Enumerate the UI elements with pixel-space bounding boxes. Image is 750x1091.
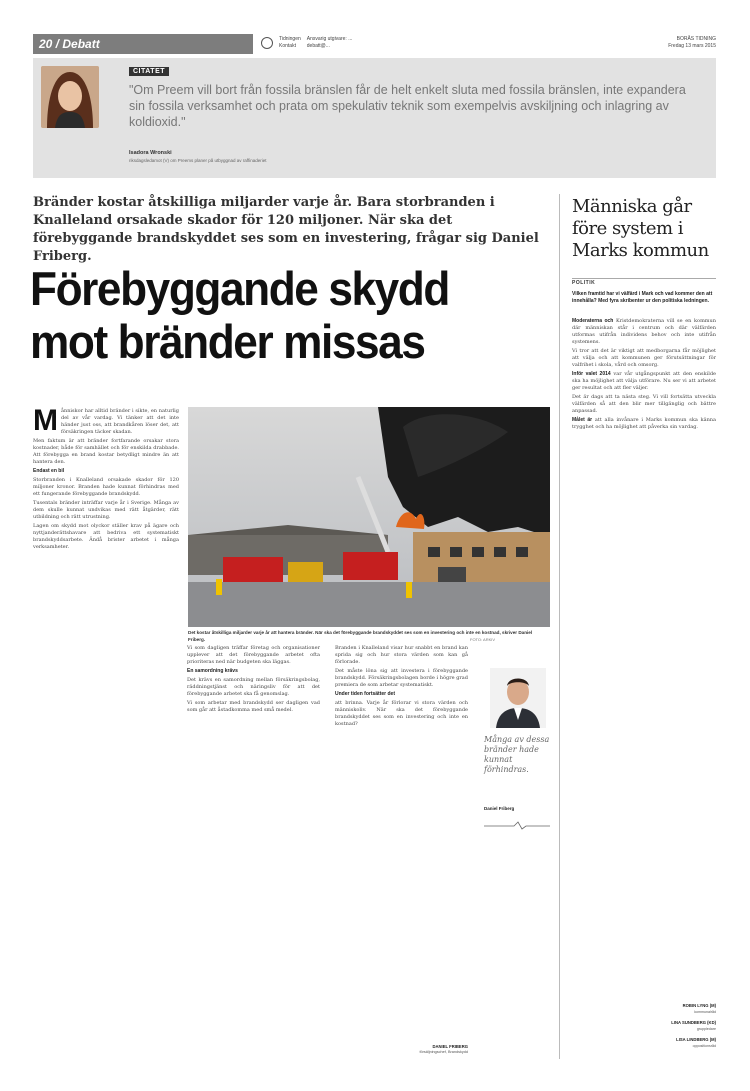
right-signature-3-title: oppositionsråd — [692, 1044, 716, 1048]
right-signature-2: LINA SUNDBERG (KD) — [671, 1020, 716, 1025]
article-headline: Förebyggande skydd mot bränder missas — [30, 262, 449, 368]
article-column-1 — [33, 404, 179, 553]
byline-author-photo — [490, 668, 546, 728]
right-article-ingress: Vilken framtid har vi välfärd i Mark och vad kommer den att innehålla? Med fyra skribenter ur den politiska ledningen. — [572, 291, 713, 304]
masthead-info — [261, 36, 561, 52]
quote-box — [33, 58, 716, 178]
byline-quote: Många av dessa bränder hade kunnat förhindras. — [484, 735, 550, 774]
article-signature: DANIEL FRIBERG — [432, 1044, 468, 1049]
newspaper-logo-icon — [261, 37, 273, 49]
page-header — [33, 34, 716, 54]
paper-date — [626, 36, 716, 50]
subheading: Målet är — [572, 417, 593, 423]
subheading: Inför valet 2014 — [572, 371, 611, 377]
subheading: Endast en bil — [33, 468, 65, 474]
article-signature-title: försäljningschef, Brandskydd — [419, 1050, 468, 1054]
article-column-3 — [335, 645, 468, 730]
right-signature-1-title: kommunalråd — [694, 1010, 716, 1014]
article-column-2 — [187, 645, 320, 716]
paragraph: Branden i Knalleland visar hur snabbt en brand kan sprida sig och hur stora värden som kan gå förlorade. — [335, 645, 468, 665]
paragraph: Tusentals bränder inträffar varje år i Sverige. Många av dem skulle kunnat undvikas med rätt åtgärder, rätt utbildning och rätt utrustning. — [33, 500, 179, 520]
masthead-info-2: debatt@... — [306, 43, 330, 49]
right-article-tag: POLITIK — [572, 280, 596, 286]
masthead-label-1: Tidningen — [279, 36, 301, 42]
paper-name: BORÅS TIDNING — [676, 36, 716, 42]
paragraph: Vi som dagligen träffar företag och organisationer upplever att det förebyggande arbetet ofta prioriteras ned när budgeten ska läggas. — [187, 645, 320, 665]
photo-caption: Det kostar åtskilliga miljarder varje år att hantera bränder. När ska det förebyggande brandskyddet ses som en investering och inte en kostnad, skriver Daniel Friberg. — [188, 630, 533, 642]
paragraph: Vi tror att det är viktigt att medborgarna får möjlighet att välja och att kommunen ger förutsättningar för valfrihet i skola, vård och omsorg. — [572, 348, 716, 368]
masthead-info-1: Ansvarig utgivare: ... — [306, 36, 353, 42]
masthead-label-2: Kontakt — [279, 43, 296, 49]
right-article-headline: Människa går före system i Marks kommun — [572, 196, 709, 261]
right-article-body — [572, 318, 716, 433]
paragraph: Det måste löna sig att investera i förebyggande brandskydd. Försäkringsbolagen borde i högre grad premiera de som arbetar systematiskt. — [335, 668, 468, 688]
fire-photo — [188, 407, 550, 627]
section-label: 20 / Debatt — [33, 34, 253, 54]
dropcap: M — [33, 404, 58, 437]
paragraph: Storbranden i Knalleland orsakade skador för 120 miljoner kronor. Branden hade kunnat förhindras med ett fungerande förebyggande brandskydd. — [33, 477, 179, 497]
paragraph: att alla invånare i Marks kommun ska känna trygghet och ha möjlighet att påverka sin vardag. — [572, 417, 716, 430]
column-divider — [559, 194, 560, 1059]
byline-name: Daniel Friberg — [484, 806, 515, 811]
right-signature-3: LISA LINDBERG (M) — [676, 1037, 716, 1042]
byline-rule — [484, 820, 550, 830]
paragraph: var vår utgångspunkt att den enskilde ska ha möjlighet att välja utförare. Nu ser vi att arbetet ger resultat och att fler väljer. — [572, 371, 716, 391]
issue-date: Fredag 13 mars 2015 — [668, 43, 716, 49]
paragraph: Det är dags att ta nästa steg. Vi vill fortsätta utveckla välfärden så att den blir mer tillgänglig och bättre anpassad. — [572, 394, 716, 414]
quote-author-photo — [41, 66, 99, 128]
subheading: En samordning krävs — [187, 668, 238, 674]
paragraph: Det krävs en samordning mellan försäkringsbolag, räddningstjänst och näringsliv för att det förebyggande arbetet ska få genomslag. — [187, 677, 320, 697]
paragraph: ånniskor har alltid bränder i sikte, en naturlig del av vår vardag. Vi tänker att det inte händer just oss, att brandkåren löser det, att försäkringen täcker skadan. — [61, 408, 179, 435]
right-signature-2-title: gruppledare — [696, 1027, 716, 1031]
paragraph: Lagen om skydd mot olyckor ställer krav på ägare och nyttjanderättshavare att bedriva ett systematiskt brandskyddsarbete. Ändå brister arbetet i många verksamheter. — [33, 523, 179, 550]
paragraph: Men faktum är att bränder fortfarande orsakar stora kostnader, både för samhället och för enskilda drabbade. Att förebygga en brand kostar betydligt mindre än att hantera den. — [33, 438, 179, 465]
article-ingress: Bränder kostar åtskilliga miljarder varje år. Bara storbranden i Knalleland orsakade skador för 120 miljoner. När ska det förebyggande brandskyddet ses som en investering, frågar sig Daniel Friberg. — [33, 195, 539, 264]
tag-divider — [572, 278, 716, 279]
quote-author-title: riksdagsledamot (V) om Preems planer på utbyggnad av raffinaderiet — [129, 158, 267, 163]
photo-credit: FOTO: ARKIV — [470, 637, 496, 642]
paragraph: Kristdemokraterna vill se en kommun där människan står i centrum och där välfärden utformas utifrån individens behov och inte utifrån systemens. — [572, 318, 716, 345]
quote-author: Isadora Wronski — [129, 150, 172, 156]
right-signature-1: ROBIN LYNG (M) — [682, 1003, 716, 1008]
subheading: Moderaterna och — [572, 318, 614, 324]
quote-tag: CITATET — [129, 67, 169, 76]
subheading: Under tiden fortsätter det — [335, 691, 396, 697]
paragraph: Vi som arbetar med brandskydd ser dagligen vad som går att åstadkomma med små medel. — [187, 700, 320, 713]
paragraph: att brinna. Varje år förlorar vi stora värden och människoliv. När ska det förebyggande brandskyddet ses som en investering och inte en kostnad? — [335, 700, 468, 727]
quote-text: "Om Preem vill bort från fossila bränslen får de helt enkelt sluta med fossila bränslen, inte expandera sin fossila verksamhet och prata om spekulativ teknik som exempelvis avskiljning och inlagring av koldioxid." — [129, 83, 686, 129]
